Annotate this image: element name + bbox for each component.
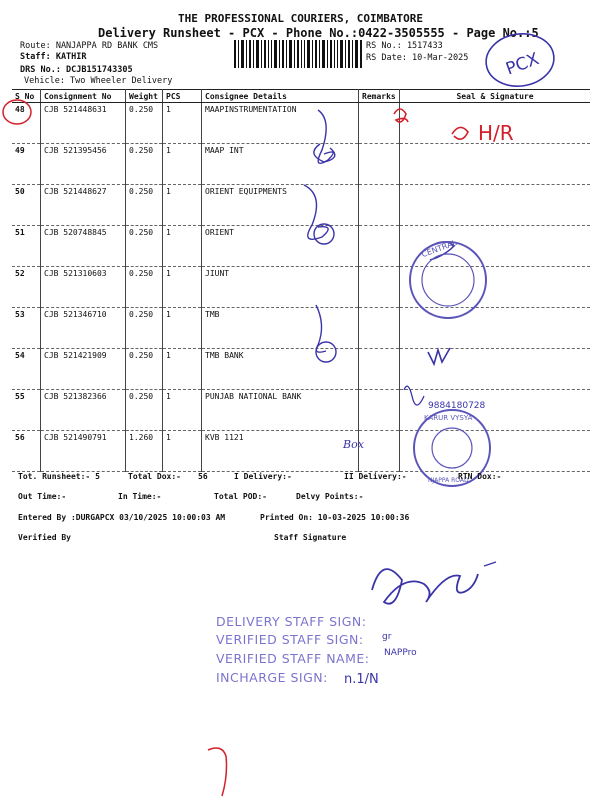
row-consignment: CJB 521310603: [44, 269, 107, 278]
row-weight: 0.250: [129, 105, 154, 114]
col-seal-header: Seal & Signature: [400, 90, 591, 103]
row-sno: 51: [15, 228, 25, 237]
row-consignment: CJB 521421909: [44, 351, 107, 360]
row-sno: 49: [15, 146, 25, 155]
row-weight: 0.250: [129, 228, 154, 237]
col-sno-header: S No: [12, 90, 41, 103]
rs-date: RS Date: 10-Mar-2025: [366, 53, 469, 63]
row-weight: 0.250: [129, 269, 154, 278]
pcx-stamp-text: PCX: [503, 49, 542, 80]
row-sno: 55: [15, 392, 25, 401]
barcode: [234, 40, 362, 68]
stamp-incharge-ink: n.1/N: [344, 672, 379, 687]
row-pcs: 1: [166, 269, 171, 278]
row-sno: 56: [15, 433, 25, 442]
drs-number: DRS No.: DCJB151743305: [20, 65, 133, 75]
phone-scrawl: 9884180728: [428, 401, 486, 411]
row-pcs: 1: [166, 105, 171, 114]
total-dox-value: 56: [198, 472, 208, 481]
stamp-delivery-staff-sign: DELIVERY STAFF SIGN:: [216, 614, 367, 629]
rs-number: RS No.: 1517433: [366, 41, 443, 51]
row-sno: 50: [15, 187, 25, 196]
out-time: Out Time:-: [18, 492, 67, 501]
row-consignee: TMB: [205, 310, 220, 319]
stamp-verified-staff-sign: VERIFIED STAFF SIGN:: [216, 632, 364, 647]
row-weight: 1.260: [129, 433, 154, 442]
delvy-points: Delvy Points:-: [296, 492, 364, 501]
row-weight: 0.250: [129, 392, 154, 401]
row-consignment: CJB 521490791: [44, 433, 107, 442]
row-consignee: PUNJAB NATIONAL BANK: [205, 392, 302, 401]
row-weight: 0.250: [129, 351, 154, 360]
stamp-incharge-sign: INCHARGE SIGN:: [216, 670, 328, 685]
row-sno: 54: [15, 351, 25, 360]
central-stamp-text: CENTRAL: [420, 238, 458, 260]
road-stamp-text: NJAPPA ROAD: [428, 477, 469, 484]
stamp-verified-staff-name: VERIFIED STAFF NAME:: [216, 651, 370, 666]
total-pod: Total POD:-: [214, 492, 267, 501]
row-pcs: 1: [166, 351, 171, 360]
col-pcs-header: PCS: [163, 90, 202, 103]
col-remarks-header: Remarks: [359, 90, 400, 103]
staff-label: Staff: KATHIR: [20, 52, 87, 62]
in-time: In Time:-: [118, 492, 162, 501]
stamp-verified-ink: gr: [382, 632, 392, 642]
row-weight: 0.250: [129, 146, 154, 155]
verified-by: Verified By: [18, 533, 71, 542]
row-consignment: CJB 520748845: [44, 228, 107, 237]
row-consignee: MAAPINSTRUMENTATION: [205, 105, 297, 114]
ii-delivery: II Delivery:-: [344, 472, 407, 481]
row-pcs: 1: [166, 228, 171, 237]
total-dox-label: Total Dox:-: [128, 472, 181, 481]
row-consignment: CJB 521346710: [44, 310, 107, 319]
row-consignee: MAAP INT: [205, 146, 244, 155]
red-circle-mark: [3, 100, 31, 124]
staff-signature-scribble: [360, 550, 510, 620]
hr-handwritten: H/R: [478, 121, 514, 145]
row-pcs: 1: [166, 310, 171, 319]
tot-runsheet: Tot. Runsheet:- 5: [18, 472, 100, 481]
staff-signature-label: Staff Signature: [274, 533, 347, 542]
row-consignee: ORIENT: [205, 228, 234, 237]
printed-on: Printed On: 10-03-2025 10:00:36: [260, 513, 410, 522]
vehicle-label: Vehicle: Two Wheeler Delivery: [24, 76, 173, 86]
row-consignee: JIUNT: [205, 269, 230, 278]
row-consignment: CJB 521448627: [44, 187, 107, 196]
stamp-name-ink: NAPPro: [384, 648, 417, 658]
row-consignment: CJB 521395456: [44, 146, 107, 155]
route-label: Route: NANJAPPA RD BANK CMS: [20, 41, 159, 51]
red-tick-mark: [200, 740, 240, 800]
entered-by: Entered By :DURGAPCX 03/10/2025 10:00:03 AM: [18, 513, 226, 522]
row-pcs: 1: [166, 146, 171, 155]
row-sno: 53: [15, 310, 25, 319]
col-weight-header: Weight: [126, 90, 163, 103]
box-handwritten: Box: [343, 438, 364, 451]
row-consignee: ORIENT EQUIPMENTS: [205, 187, 287, 196]
row-consignee: TMB BANK: [205, 351, 244, 360]
karur-stamp-text: KARUR VYSYA: [424, 414, 473, 422]
row-consignee: KVB 1121: [205, 433, 244, 442]
row-pcs: 1: [166, 187, 171, 196]
pcx-handwritten-stamp: [480, 28, 560, 90]
row-sno: 48: [15, 105, 25, 114]
row-weight: 0.250: [129, 187, 154, 196]
row-consignment: CJB 521448631: [44, 105, 107, 114]
row-consignment: CJB 521382366: [44, 392, 107, 401]
runsheet-subtitle: Delivery Runsheet - PCX - Phone No.:0422-3505555 - Page No.:5: [98, 26, 539, 40]
row-pcs: 1: [166, 433, 171, 442]
company-title: THE PROFESSIONAL COURIERS, COIMBATORE: [178, 12, 424, 25]
col-consignee-header: Consignee Details: [202, 90, 359, 103]
row-sno: 52: [15, 269, 25, 278]
i-delivery: I Delivery:-: [234, 472, 292, 481]
row-pcs: 1: [166, 392, 171, 401]
col-consignment-header: Consignment No: [41, 90, 126, 103]
row-weight: 0.250: [129, 310, 154, 319]
rtn-dox: RTN Dox:-: [458, 472, 502, 481]
